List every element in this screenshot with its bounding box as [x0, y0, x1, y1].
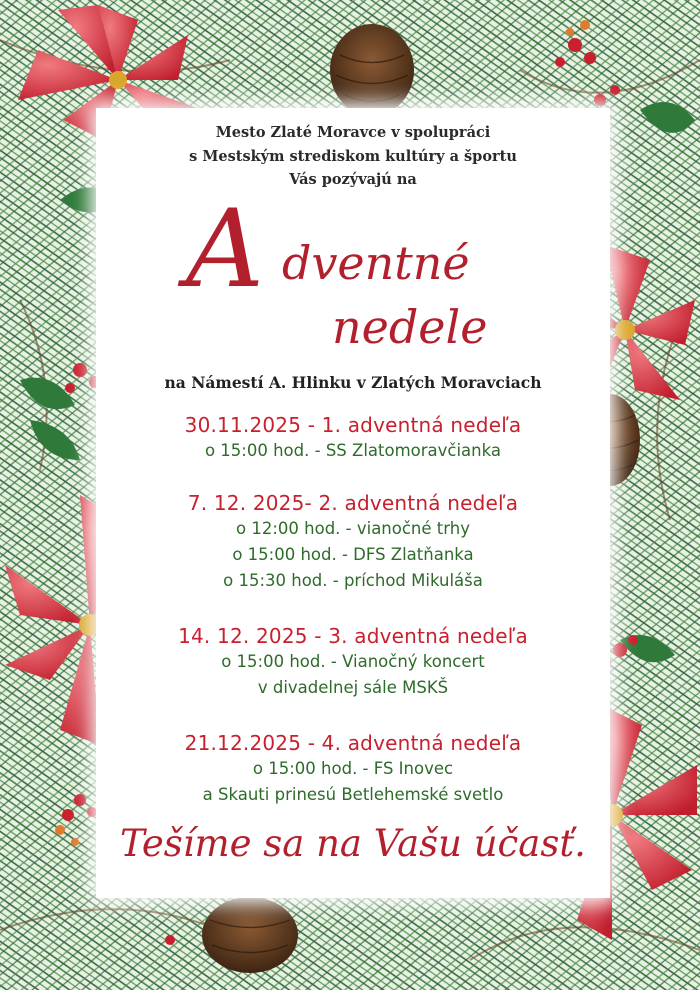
intro-line-2: s Mestským strediskom kultúry a športu: [189, 148, 517, 165]
closing-message: Tešíme sa na Vašu účasť.: [120, 822, 586, 865]
event-2-line-3: o 15:30 hod. - príchod Mikuláša: [223, 571, 483, 590]
event-3-line-1: o 15:00 hod. - Vianočný koncert: [221, 652, 485, 671]
event-2-heading: 7. 12. 2025- 2. adventná nedeľa: [187, 491, 519, 515]
event-1-line-1: o 15:00 hod. - SS Zlatomoravčianka: [204, 441, 502, 460]
intro-line-1: Mesto Zlaté Moravce v spolupráci: [215, 124, 491, 141]
intro-line-3: Vás pozývajú na: [289, 171, 417, 188]
event-4-line-1: o 15:00 hod. - FS Inovec: [252, 759, 454, 778]
title-line-1: dventné: [282, 236, 470, 290]
event-place: na Námestí A. Hlinku v Zlatých Moravciach: [164, 373, 542, 392]
event-1-heading: 30.11.2025 - 1. adventná nedeľa: [184, 413, 522, 437]
title-line-2: nedele: [332, 300, 488, 354]
event-3-heading: 14. 12. 2025 - 3. adventná nedeľa: [178, 624, 528, 648]
event-2-line-2: o 15:00 hod. - DFS Zlatňanka: [232, 545, 474, 564]
event-2-line-1: o 12:00 hod. - vianočné trhy: [236, 519, 470, 538]
event-4-heading: 21.12.2025 - 4. adventná nedeľa: [184, 731, 522, 755]
event-4-line-2: a Skauti prinesú Betlehemské svetlo: [202, 785, 504, 804]
title-initial: A: [186, 187, 264, 312]
event-3-line-2: v divadelnej sále MSKŠ: [257, 678, 449, 697]
